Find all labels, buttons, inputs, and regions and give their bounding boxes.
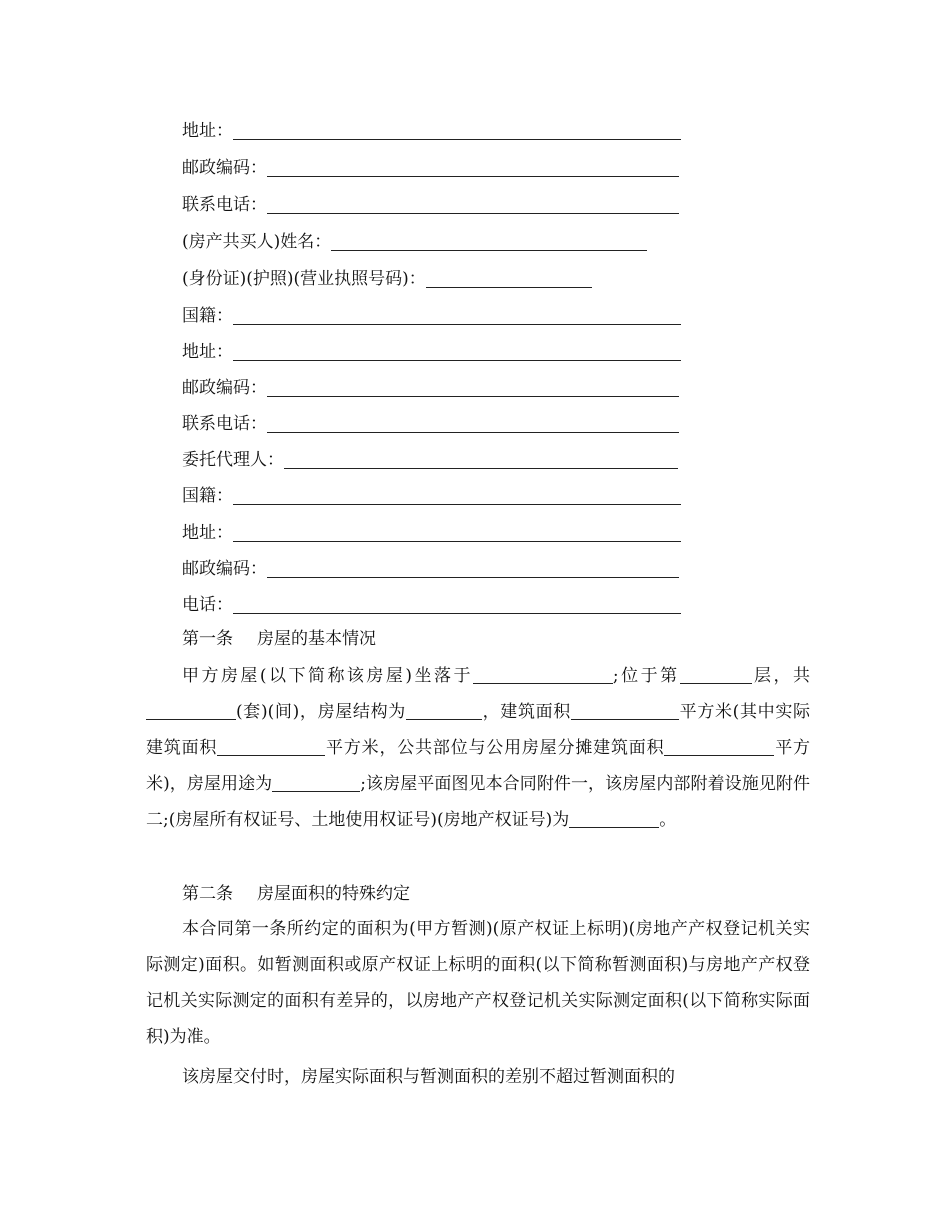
paragraph-text: 甲方房屋(以下简称该房屋)坐落于 — [182, 666, 473, 686]
field-label: 邮政编码： — [182, 378, 267, 398]
fill-blank[interactable] — [267, 561, 679, 578]
fill-blank[interactable] — [473, 665, 613, 684]
address-field-1 — [182, 112, 681, 142]
article-number: 第一条 — [182, 629, 233, 649]
field-label: 委托代理人： — [182, 450, 284, 470]
agent-field — [182, 441, 678, 471]
article-1-body — [146, 658, 810, 838]
fill-blank[interactable] — [569, 809, 659, 828]
field-label: 地址： — [182, 342, 233, 362]
paragraph-text: 平方米(其中实际建筑面积 — [146, 702, 811, 758]
phone-field-2 — [182, 405, 679, 435]
fill-blank[interactable] — [233, 597, 681, 614]
paragraph-text: 层，共 — [751, 666, 810, 686]
paragraph-text: ，建筑面积 — [481, 702, 571, 722]
phone-field-1 — [182, 186, 679, 216]
address-field-2 — [182, 333, 681, 363]
field-label: 国籍： — [182, 486, 233, 506]
paragraph-text: (套)(间)，房屋结构为 — [236, 702, 406, 722]
field-label: 地址： — [182, 121, 233, 141]
field-label: 地址： — [182, 523, 233, 543]
fill-blank[interactable] — [233, 488, 681, 505]
postal-code-field-3 — [182, 550, 679, 580]
field-label: 国籍： — [182, 306, 233, 326]
article-number: 第二条 — [182, 884, 233, 904]
address-field-3 — [182, 514, 681, 544]
fill-blank[interactable] — [267, 160, 679, 177]
fill-blank[interactable] — [406, 701, 482, 720]
postal-code-field-2 — [182, 369, 679, 399]
paragraph-text: 平方米，公共部位与公用房屋分摊建筑面积 — [325, 738, 665, 758]
fill-blank[interactable] — [272, 773, 360, 792]
paragraph-text: ;该房屋平面图见本合同附件一，该房屋内部附着设施见附件二;(房屋所有权证号、土地使用权证号)(房地产权证号)为 — [146, 774, 810, 830]
article-1-heading — [182, 628, 376, 650]
fill-blank[interactable] — [267, 416, 679, 433]
id-number-field — [182, 260, 592, 290]
field-label: 邮政编码： — [182, 559, 267, 579]
nationality-field-1 — [182, 297, 681, 327]
fill-blank[interactable] — [146, 701, 236, 720]
paragraph-text: 平方米)，房屋用途为 — [146, 738, 811, 794]
fill-blank[interactable] — [233, 123, 681, 140]
article-title: 房屋面积的特殊约定 — [257, 884, 410, 904]
field-label: (身份证)(护照)(营业执照号码)： — [182, 269, 426, 289]
fill-blank[interactable] — [426, 271, 592, 288]
article-2-heading — [182, 883, 410, 905]
article-title: 房屋的基本情况 — [257, 629, 376, 649]
fill-blank[interactable] — [680, 665, 752, 684]
article-2-paragraph-1: 本合同第一条所约定的面积为(甲方暂测)(原产权证上标明)(房地产产权登记机关实际测定)面积。如暂测面积或原产权证上标明的面积(以下简称暂测面积)与房地产产权登记机关实际测定的面积有差异的，以房地产产权登记机关实际测定面积(以下简称实际面积)为准。 — [146, 919, 810, 1047]
co-buyer-name-field — [182, 223, 647, 253]
fill-blank[interactable] — [233, 344, 681, 361]
paragraph-text: ;位于第 — [612, 666, 680, 686]
field-label: 邮政编码： — [182, 158, 267, 178]
nationality-field-2 — [182, 477, 681, 507]
fill-blank[interactable] — [267, 380, 679, 397]
field-label: 联系电话： — [182, 414, 267, 434]
article-2-paragraph-2: 该房屋交付时，房屋实际面积与暂测面积的差别不超过暂测面积的 — [182, 1067, 675, 1087]
field-label: 电话： — [182, 595, 233, 615]
postal-code-field-1 — [182, 149, 679, 179]
fill-blank[interactable] — [217, 737, 325, 756]
fill-blank[interactable] — [331, 234, 647, 251]
fill-blank[interactable] — [233, 525, 681, 542]
fill-blank[interactable] — [233, 308, 681, 325]
field-label: 联系电话： — [182, 195, 267, 215]
field-label: (房产共买人)姓名： — [182, 232, 332, 252]
phone-field-3 — [182, 586, 681, 616]
fill-blank[interactable] — [267, 197, 679, 214]
fill-blank[interactable] — [284, 452, 678, 469]
fill-blank[interactable] — [571, 701, 679, 720]
fill-blank[interactable] — [664, 737, 774, 756]
paragraph-text: 。 — [659, 810, 677, 830]
